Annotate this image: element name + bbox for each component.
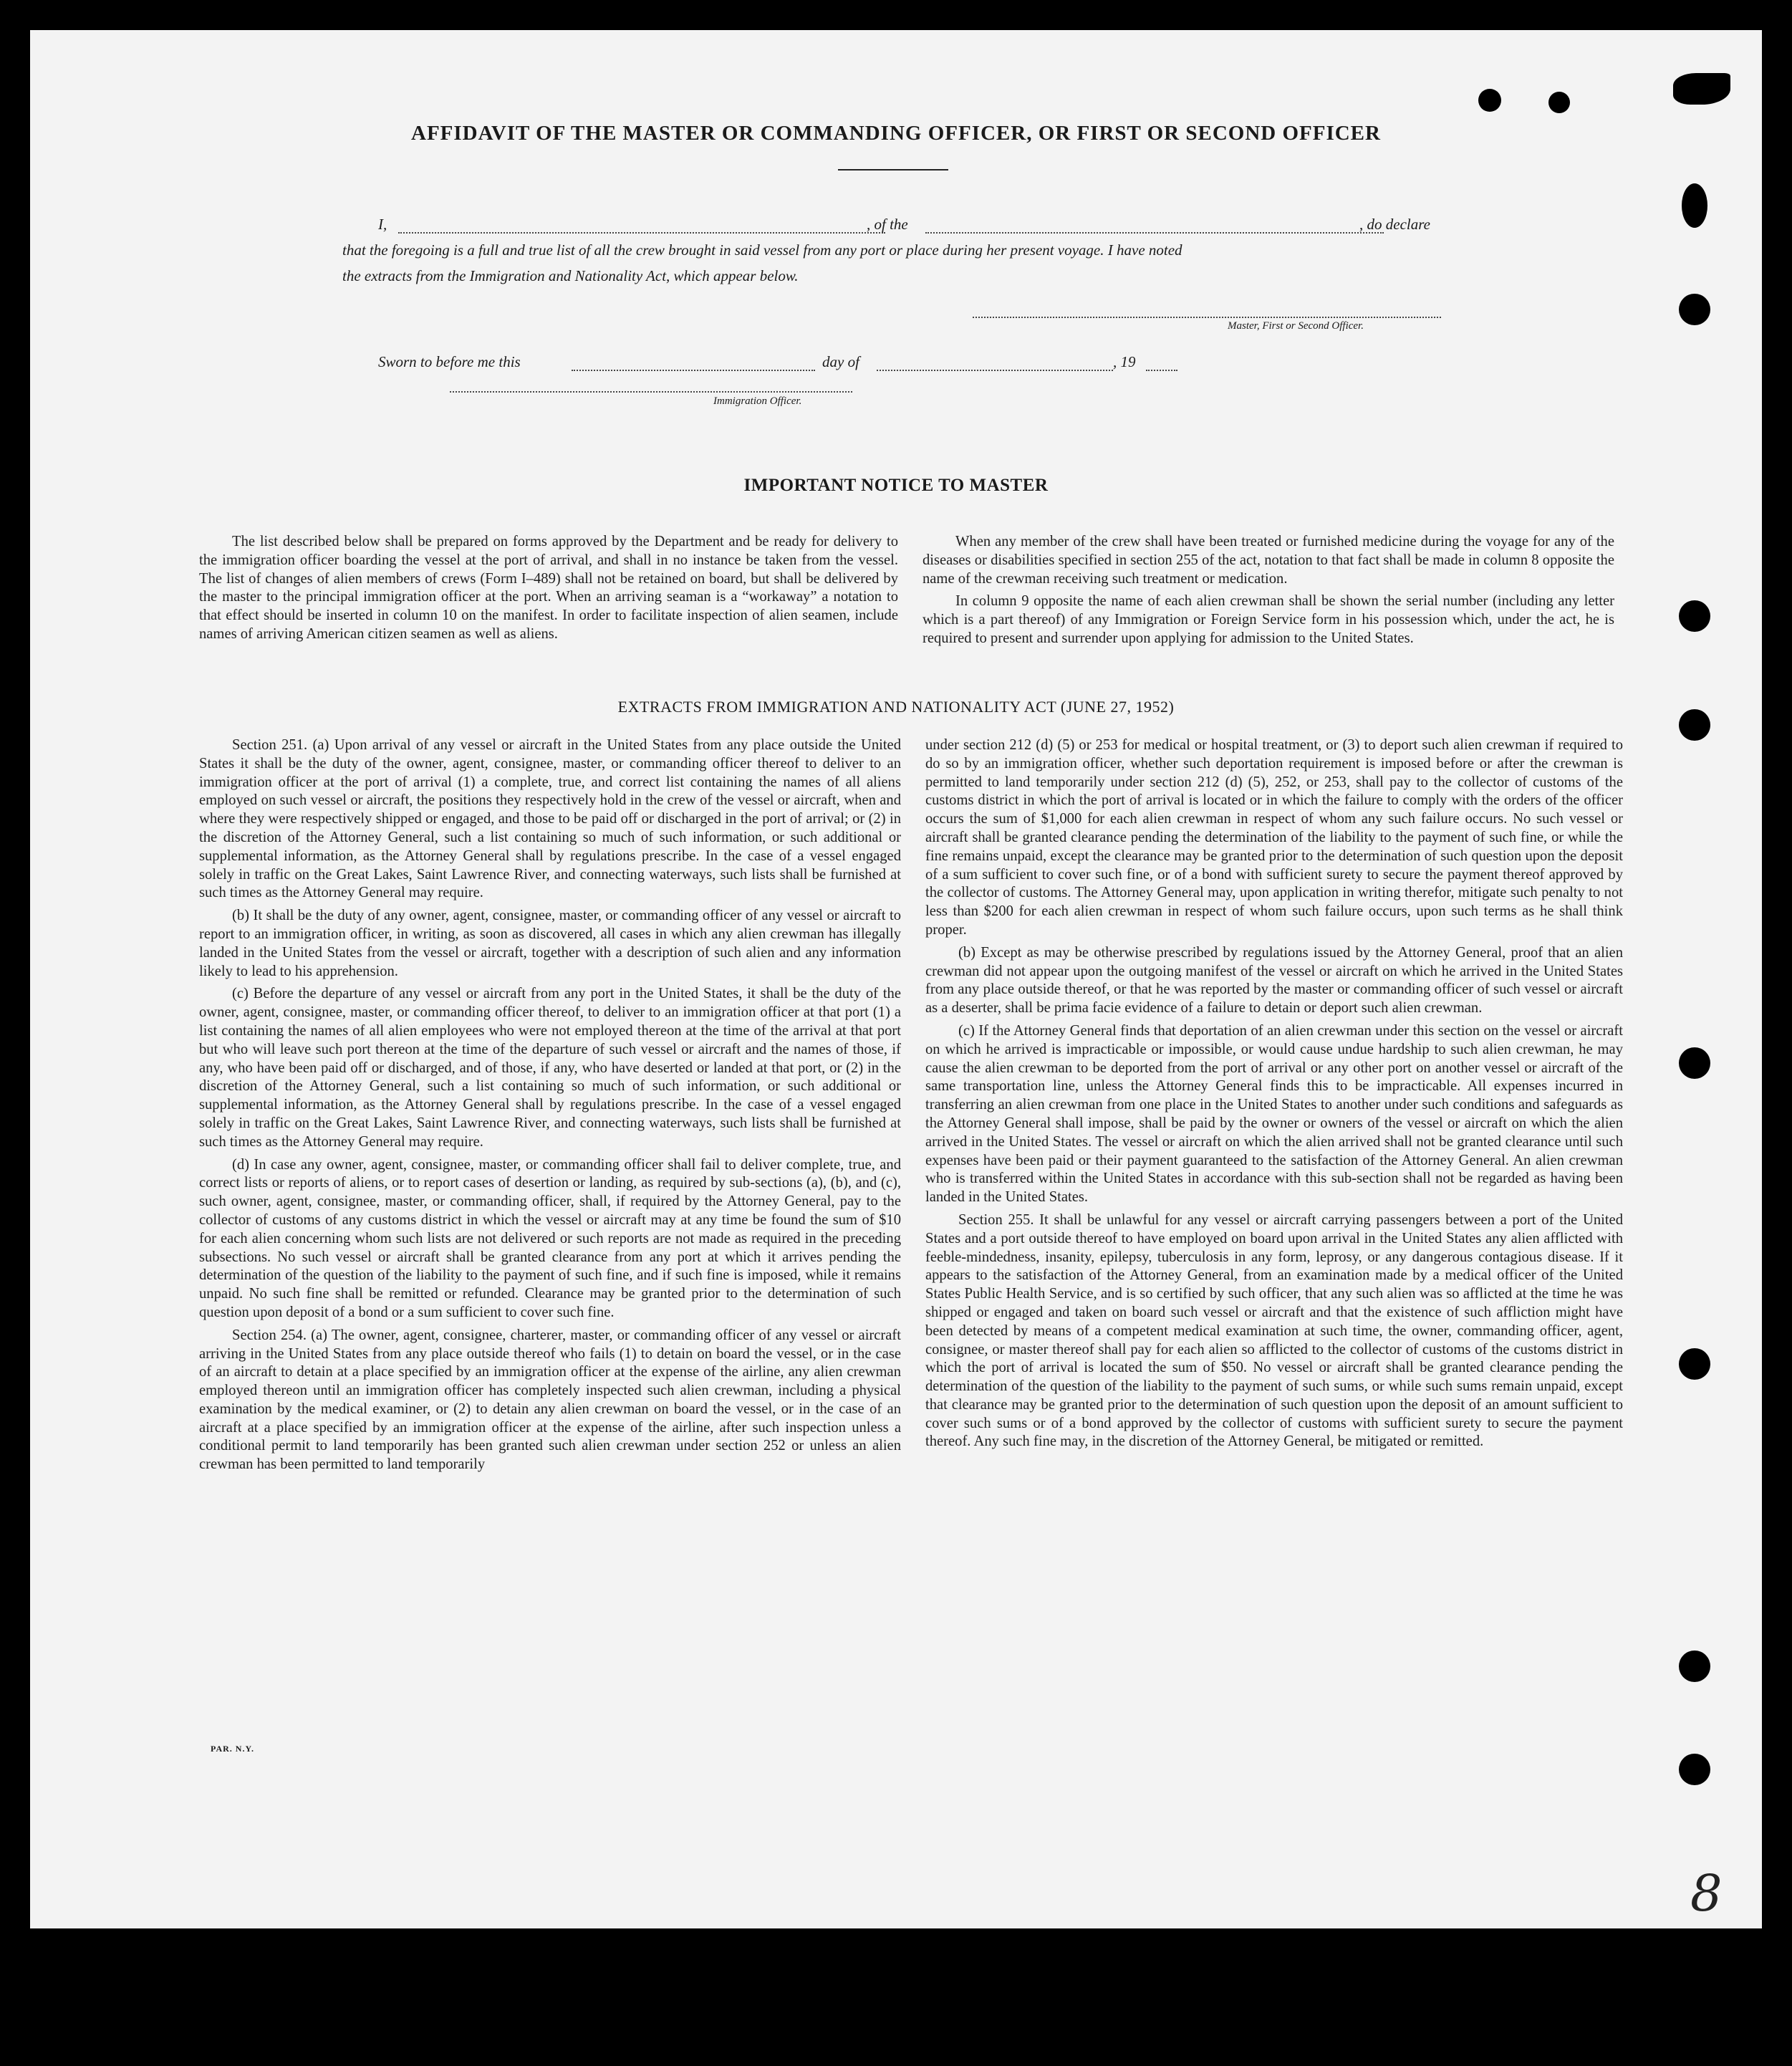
section-254b-paragraph: (b) Except as may be otherwise prescribed by regulations issued by the Attorney General, proof that an alien crewman did not appear upon the outgoing manifest of the vessel or aircraft on which he arrived in the United States from any place outside thereof, or that he was reported by the master or commanding officer of such vessel or aircraft as a deserter, shall be prima facie evidence of a failure to detain or deport such alien crewman. [925,944,1623,1017]
notice-paragraph: In column 9 opposite the name of each alien crewman shall be shown the serial number (including any letter which is a part thereof) of any Immigration or Foreign Service form in his possession which, under the act, he is required to present and surrender upon applying for admission to the United States. [923,593,1614,646]
extracts-right-column [925,736,1623,1739]
notice-left-column [199,533,898,648]
notice-heading: IMPORTANT NOTICE TO MASTER [743,476,1049,495]
section-251a-paragraph: Section 251. (a) Upon arrival of any vessel or aircraft in the United States from any place outside the United States it shall be the duty of the owner, agent, consignee, master, or commanding officer thereof to deliver to an immigration officer at the port of arrival (1) a complete, true, and correct list containing the names of all aliens employed on such vessel or aircraft, the positions they respectively hold in the crew of the vessel or aircraft, when and where they were respectively shipped or engaged, and those to be paid off or discharged in the port of arrival; or (2) in the discretion of the Attorney General, such a list containing so much of such information, or such additional or supplemental information, as the Attorney General shall by regulations prescribe. In the case of a vessel engaged solely in traffic on the Great Lakes, Saint Lawrence River, and connecting waterways, such lists shall be furnished at such times as the Attorney General may require. [199,737,901,901]
sworn-label: Sworn to before me this [378,353,521,370]
punch-hole [1679,600,1710,632]
extracts-left-column [199,736,901,1739]
vessel-blank-line[interactable] [925,232,1384,234]
section-254a-paragraph: Section 254. (a) The owner, agent, consignee, charterer, master, or commanding officer of any vessel or aircraft arriving in the United States from any place outside thereof who fails (1) to detain on board the vessel, or in the case of an aircraft to detain at a place specified by an immigration officer at the expense of the airline, any alien crewman employed thereon until an immigration officer has completely inspected such alien crewman, including a physical examination by the medical examiner, or (2) to detain any alien crewman on board the vessel, or in the case of an aircraft at a place specified by an immigration officer at the expense of the airline, after such inspection unless a conditional permit to land temporarily has been granted such alien crewman under section 252 or unless an alien crewman has been permitted to land temporarily [199,1327,901,1473]
punch-hole [1679,1754,1710,1785]
immigration-officer-label: Immigration Officer. [713,395,802,407]
affidavit-of-the-label: , of the [867,216,908,233]
punch-hole [1679,709,1710,741]
master-signature-label: Master, First or Second Officer. [1228,320,1364,332]
punch-hole [1682,183,1707,228]
affidavit-i-label: I, [378,216,387,233]
name-blank-line[interactable] [398,232,885,234]
notice-right-column [923,533,1614,653]
title-underline [838,169,948,170]
punch-hole [1679,1348,1710,1380]
master-signature-line[interactable] [973,317,1441,318]
section-251b-paragraph: (b) It shall be the duty of any owner, agent, consignee, master, or commanding officer of any vessel or aircraft to report to an immigration officer, in writing, as soon as discovered, all cases in which any alien crewman has illegally landed in the United States from the vessel or aircraft, together with a description of such alien and any information likely to lead to his apprehension. [199,908,901,979]
year-label: , 19 [1113,353,1136,370]
handwritten-page-mark: 8 [1690,1864,1723,1923]
punch-hole [1673,73,1730,105]
sworn-day-line[interactable] [572,370,815,371]
section-255-paragraph: Section 255. It shall be unlawful for any vessel or aircraft carrying passengers between a port of the United States and a port outside thereof to have employed on board upon arrival in the United States any alien afflicted with feeble-mindedness, insanity, epilepsy, tuberculosis in any form, leprosy, or any dangerous contagious disease. If it appears to the satisfaction of the Attorney General, from an examination made by a medical officer of the United States Public Health Service, and is so certified by such officer, that any such alien was so afflicted at the time he was shipped or engaged and taken on board such vessel or aircraft and that the existence of such affliction might have been detected by means of a competent medical examination at such time, the owner, commanding officer, agent, consignee, or master thereof shall pay for each alien so afflicted to the collector of customs of the customs district in which the port of arrival is located the sum of $50. No vessel or aircraft shall be granted clearance pending the determination of the question of the liability to the payment of such sums, or while such sums remain unpaid, except that clearance may be granted prior to the determination of such question upon the deposit of an amount sufficient to cover such sums or of a bond approved by the collector of customs with sufficient surety to secure the payment thereof. Any such fine may, in the discretion of the Attorney General, be mitigated or remitted. [925,1211,1623,1450]
section-254c-paragraph: (c) If the Attorney General finds that deportation of an alien crewman under this section on the vessel or aircraft on which he arrived is impracticable or impossible, or would cause undue hardship to such alien crewman, he may cause the alien crewman to be deported from the port of arrival or any other port on another vessel or aircraft of the same transportation line, unless the Attorney General finds this to be impracticable. All expenses incurred in transferring an alien crewman from one place in the United States to another under such conditions and safeguards as the Attorney General shall impose, shall be paid by the owner or owners of the vessel or aircraft on which the alien arrived in the United States. The vessel or aircraft on which the alien arrived shall not be granted clearance until such expenses have been paid or their payment guaranteed to the satisfaction of the Attorney General. An alien crewman who is transferred within the United States in accordance with this sub-section shall not be regarded as having been landed in the United States. [925,1022,1623,1206]
notice-paragraph: When any member of the crew shall have been treated or furnished medicine during the voyage for any of the diseases or disabilities specified in section 255 of the act, notation to that fact shall be made in column 8 opposite the name of the crewman receiving such treatment or medication. [923,534,1614,587]
page-title: AFFIDAVIT OF THE MASTER OR COMMANDING OFFICER, OR FIRST OR SECOND OFFICER [411,122,1381,145]
punch-hole [1478,89,1501,112]
affidavit-declare-label: , do declare [1359,216,1430,233]
section-251c-paragraph: (c) Before the departure of any vessel or aircraft from any port in the United States, it shall be the duty of the owner, agent, consignee, master, or commanding officer thereof, to deliver to an immigration officer at that port (1) a list containing the names of all alien employees who were not employed thereon at the time of the arrival at that port but who will leave such port thereon at the time of the departure of such vessel or aircraft and the names of those, if any, who have been paid off or discharged, and of those, if any, who have deserted or landed at that port, or (2) in the discretion of the Attorney General, such a list containing so much of such information, or such additional or supplemental information, as the Attorney General shall by regulations prescribe. In the case of a vessel engaged solely in traffic on the Great Lakes, Saint Lawrence River, and connecting waterways, such lists shall be furnished at such times as the Attorney General may require. [199,986,901,1150]
scan-border [0,1928,1792,2066]
punch-hole [1679,1651,1710,1682]
notice-paragraph: The list described below shall be prepared on forms approved by the Department and be ready for delivery to the immigration officer boarding the vessel at the port of arrival, and shall in no instance be taken from the vessel. The list of changes of alien members of crews (Form I–489) shall not be retained on board, but shall be delivered by the master to the principal immigration officer at the port. When an arriving seaman is a “workaway” a notation to that effect should be inserted in column 10 on the manifest. In order to facilitate inspection of alien seamen, include names of arriving American citizen seamen as well as aliens. [199,534,898,642]
immigration-officer-line[interactable] [450,391,852,393]
affidavit-line-3: the extracts from the Immigration and Nationality Act, which appear below. [342,267,799,284]
document-page [30,30,1762,1928]
sworn-month-line[interactable] [877,370,1113,371]
section-251d-paragraph: (d) In case any owner, agent, consignee, master, or commanding officer shall fail to deliver complete, true, and correct lists or reports of aliens, or to report cases of desertion or landing, as required by sub-sections (a), (b), and (c), such owner, agent, consignee, master, or commanding officer, shall, if required by the Attorney General, pay to the collector of customs of any customs district in which the vessel or aircraft may at any time be found the sum of $10 for each alien concerning whom such lists are not delivered or such reports are not made as required in the preceding subsections. No such vessel or aircraft shall be granted clearance from any port at which it arrives pending the determination of the question of the liability to the payment of such fine, and if such fine is imposed, while it remains unpaid. No such fine shall be remitted or refunded. Clearance may be granted prior to the determination of such question upon deposit of a bond or a sum sufficient to cover such fine. [199,1156,901,1320]
printer-mark: PAR. N.Y. [211,1744,255,1754]
day-of-label: day of [822,353,859,370]
affidavit-line-2: that the foregoing is a full and true list of all the crew brought in said vessel from any port or place during her present voyage. I have noted [342,241,1182,259]
extracts-heading: EXTRACTS FROM IMMIGRATION AND NATIONALITY ACT (JUNE 27, 1952) [617,698,1175,716]
sworn-year-line[interactable] [1146,370,1177,371]
punch-hole [1548,92,1570,113]
punch-hole [1679,1047,1710,1079]
punch-hole [1679,294,1710,325]
section-254a-continued-paragraph: under section 212 (d) (5) or 253 for medical or hospital treatment, or (3) to deport such alien crewman if required to do so by an immigration officer, whether such deportation requirement is imposed before or after the crewman is permitted to land temporarily under section 212 (d) (5), 252, or 253, shall pay to the collector of customs of the customs district in which the port of arrival is located or in which the failure to comply with the orders of the officer occurs the sum of $1,000 for each alien crewman in respect of whom any such failure occurs. No such vessel or aircraft shall be granted clearance pending the determination of the liability to the payment of such fine, or while the fine remains unpaid, except the clearance may be granted prior to the determination of such question upon the deposit of a sum sufficient to cover such fine, or of a bond with sufficient surety to secure the payment thereof approved by the collector of customs. The Attorney General may, upon application in writing therefor, mitigate such penalty to not less than $200 for each alien crewman in respect of whom such failure occurs, upon such terms as he shall think proper. [925,737,1623,938]
